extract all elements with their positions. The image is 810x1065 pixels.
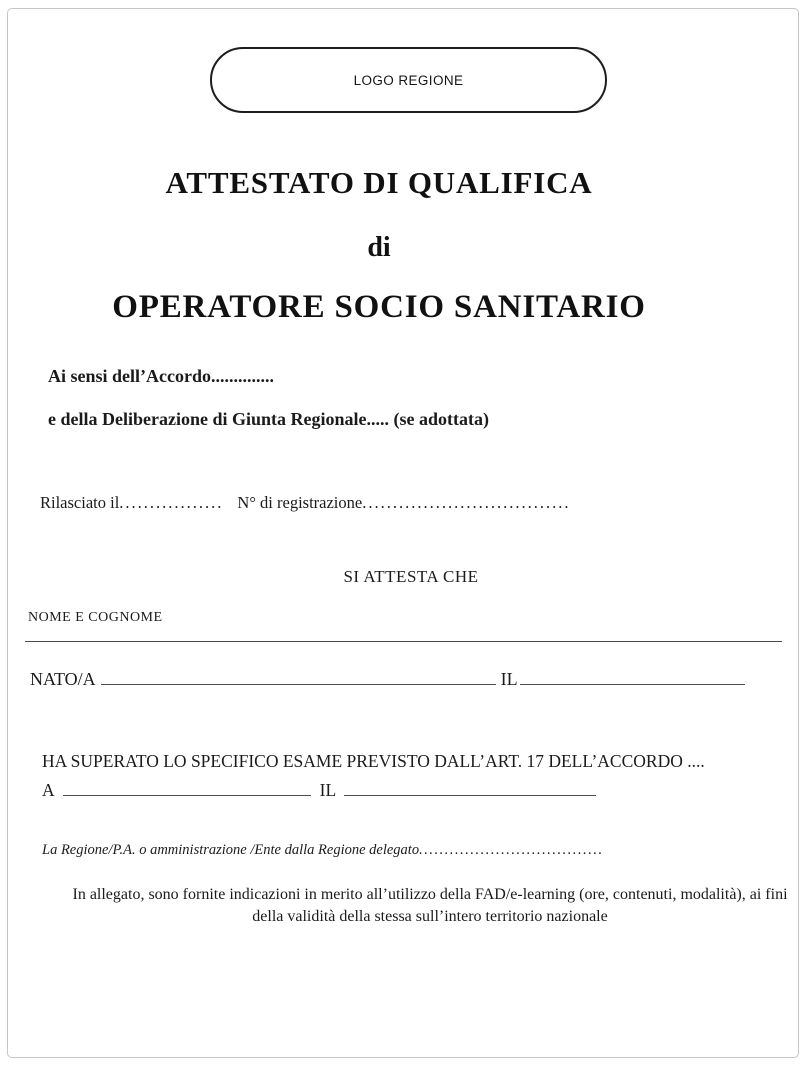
exam-place-fill-line bbox=[63, 777, 311, 796]
legal-basis-delibera: e della Deliberazione di Giunta Regionale..... (se adottata) bbox=[48, 409, 489, 429]
registration-number-field bbox=[237, 493, 570, 512]
exam-date-fill-line bbox=[344, 777, 596, 796]
attestation-heading: SI ATTESTA CHE bbox=[343, 567, 479, 586]
fad-elearning-note: In allegato, sono fornite indicazioni in merito all’utilizzo della FAD/e-learning (ore, contenuti, modalità), ai fini della validità della stessa sull’intero territorio nazionale bbox=[72, 886, 788, 925]
exam-statement: HA SUPERATO LO SPECIFICO ESAME PREVISTO DALL’ART. 17 DELL’ACCORDO .... bbox=[42, 751, 705, 771]
born-label: NATO/A bbox=[30, 669, 96, 689]
birthdate-fill-line bbox=[520, 666, 745, 685]
issuer-label: La Regione/P.A. o amministrazione /Ente dalla Regione delegato bbox=[42, 842, 420, 858]
birthdate-label: IL bbox=[500, 669, 518, 689]
issuer-dotted-line: .................................... bbox=[419, 842, 604, 858]
issuer-line bbox=[42, 842, 604, 859]
registration-number-dotted-line: .................................. bbox=[362, 493, 571, 512]
legal-basis-accordo: Ai sensi dell’Accordo.............. bbox=[48, 366, 274, 386]
issued-on-field bbox=[40, 493, 223, 512]
issue-row bbox=[40, 493, 570, 513]
name-surname-fill-line bbox=[25, 641, 782, 642]
exam-row bbox=[42, 777, 596, 801]
title-line-1: ATTESTATO DI QUALIFICA bbox=[165, 165, 593, 200]
exam-date-label: IL bbox=[319, 779, 337, 800]
region-logo-placeholder bbox=[210, 47, 607, 113]
registration-number-label: N° di registrazione bbox=[237, 493, 363, 512]
issued-on-dotted-line: ................. bbox=[119, 493, 224, 512]
birthplace-fill-line bbox=[101, 666, 496, 685]
issued-on-label: Rilasciato il bbox=[40, 493, 120, 512]
birth-row bbox=[30, 666, 745, 690]
exam-place-label: A bbox=[42, 779, 55, 800]
region-logo-label: LOGO REGIONE bbox=[353, 72, 464, 88]
title-line-2: di bbox=[367, 232, 391, 263]
title-line-3: OPERATORE SOCIO SANITARIO bbox=[112, 289, 646, 325]
name-surname-label: NOME E COGNOME bbox=[28, 610, 163, 625]
